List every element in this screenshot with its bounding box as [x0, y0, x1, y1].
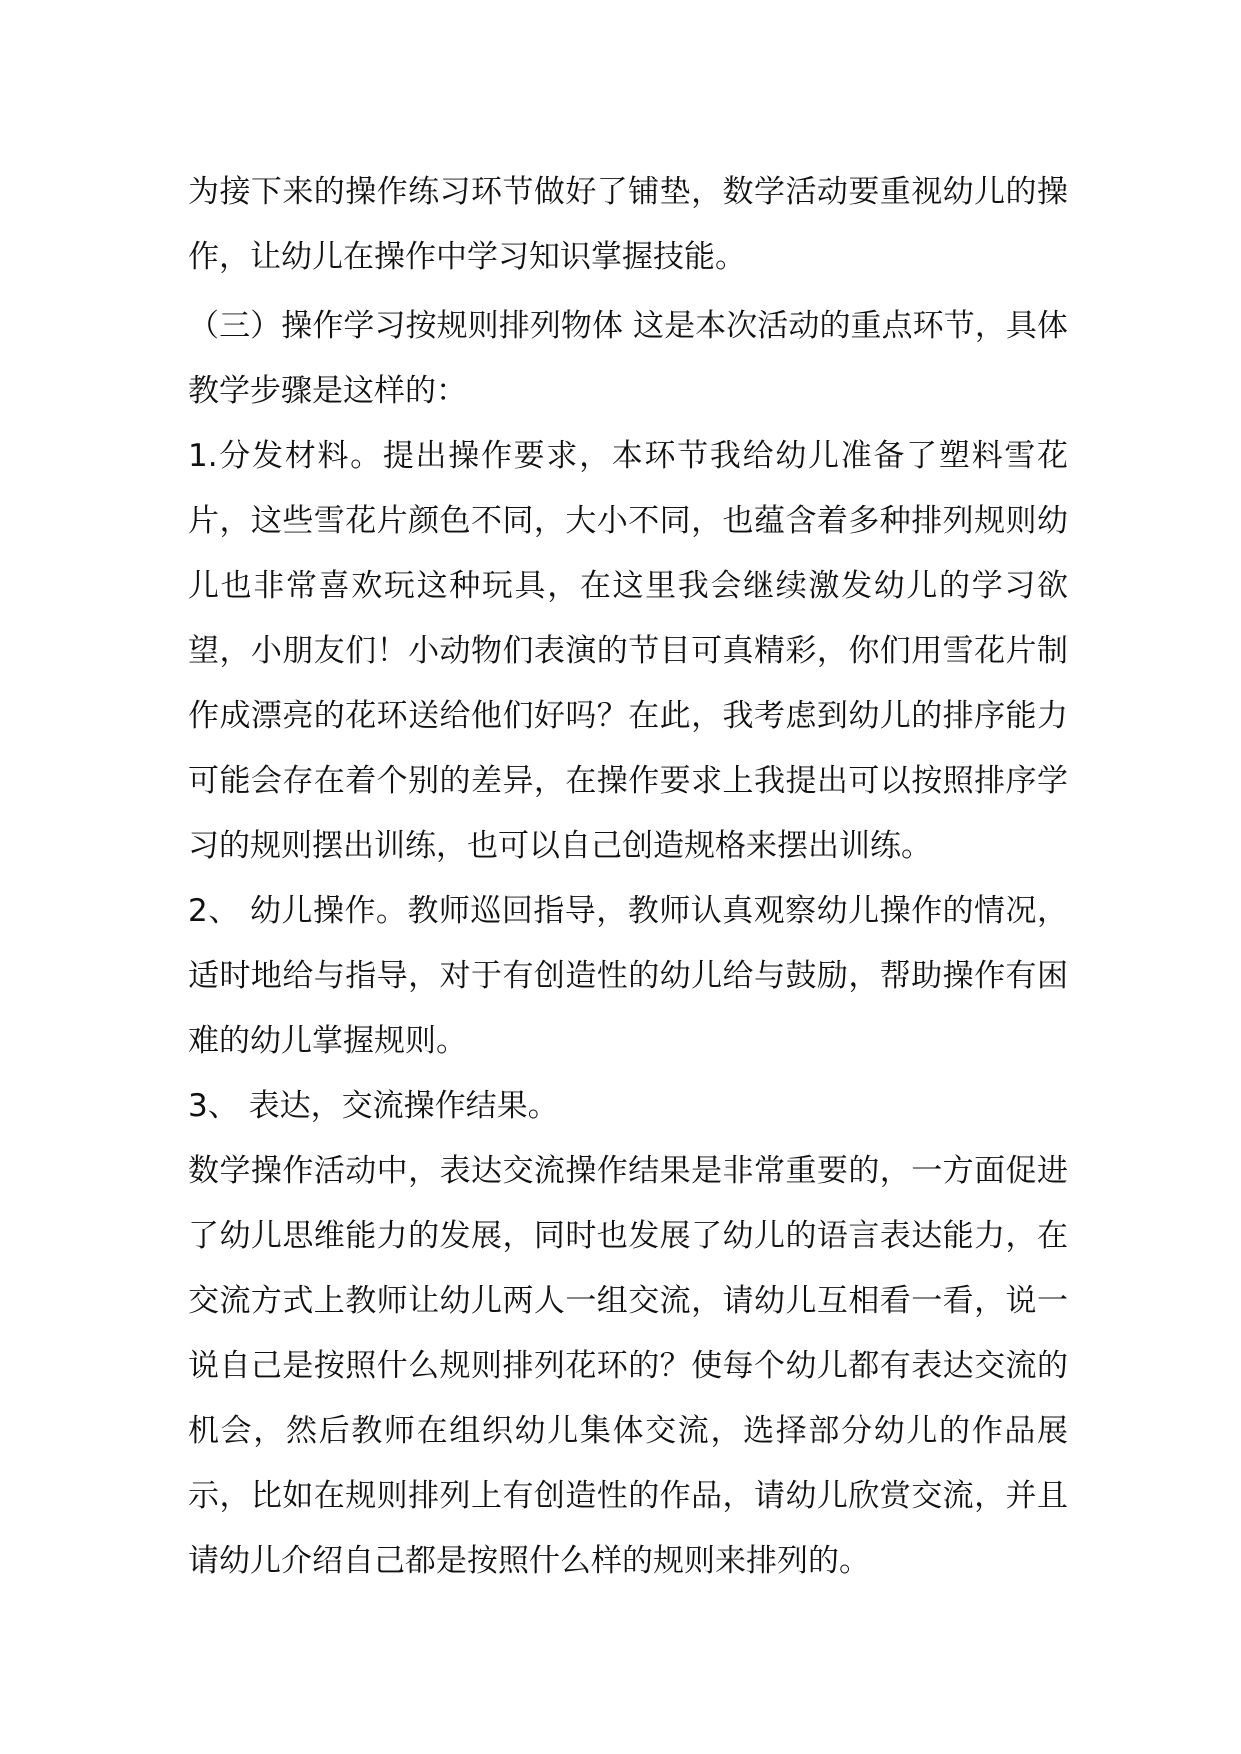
- paragraph-exchange-results: 数学操作活动中，表达交流操作结果是非常重要的，一方面促进了幼儿思维能力的发展，同时也发展了幼儿的语言表达能力，在交流方式上教师让幼儿两人一组交流，请幼儿互相看一看，说一说自己是按照什么规则排列花环的？使每个幼儿都有表达交流的机会，然后教师在组织幼儿集体交流，选择部分幼儿的作品展示，比如在规则排列上有创造性的作品，请幼儿欣赏交流，并且请幼儿介绍自己都是按照什么样的规则来排列的。: [188, 1153, 1068, 1579]
- paragraph-step-two: 2、 幼儿操作。教师巡回指导，教师认真观察幼儿操作的情况，适时地给与指导，对于有创造性的幼儿给与鼓励，帮助操作有困难的幼儿掌握规则。: [188, 893, 1068, 1059]
- paragraph-step-three: 3、 表达，交流操作结果。: [188, 1088, 559, 1124]
- paragraph-step-one: 1.分发材料。提出操作要求，本环节我给幼儿准备了塑料雪花片，这些雪花片颜色不同，大小不同，也蕴含着多种排列规则幼儿也非常喜欢玩这种玩具，在这里我会继续激发幼儿的学习欲望，小朋友们！小动物们表演的节目可真精彩，你们用雪花片制作成漂亮的花环送给他们好吗？在此，我考虑到幼儿的排序能力可能会存在着个别的差异，在操作要求上我提出可以按照排序学习的规则摆出训练，也可以自己创造规格来摆出训练。: [188, 438, 1068, 864]
- body-text: [188, 160, 1068, 1594]
- paragraph-section-three-heading: （三）操作学习按规则排列物体 这是本次活动的重点环节，具体教学步骤是这样的：: [188, 308, 1068, 409]
- paragraph-continuation: 为接下来的操作练习环节做好了铺垫，数学活动要重视幼儿的操作，让幼儿在操作中学习知识掌握技能。: [188, 174, 1068, 275]
